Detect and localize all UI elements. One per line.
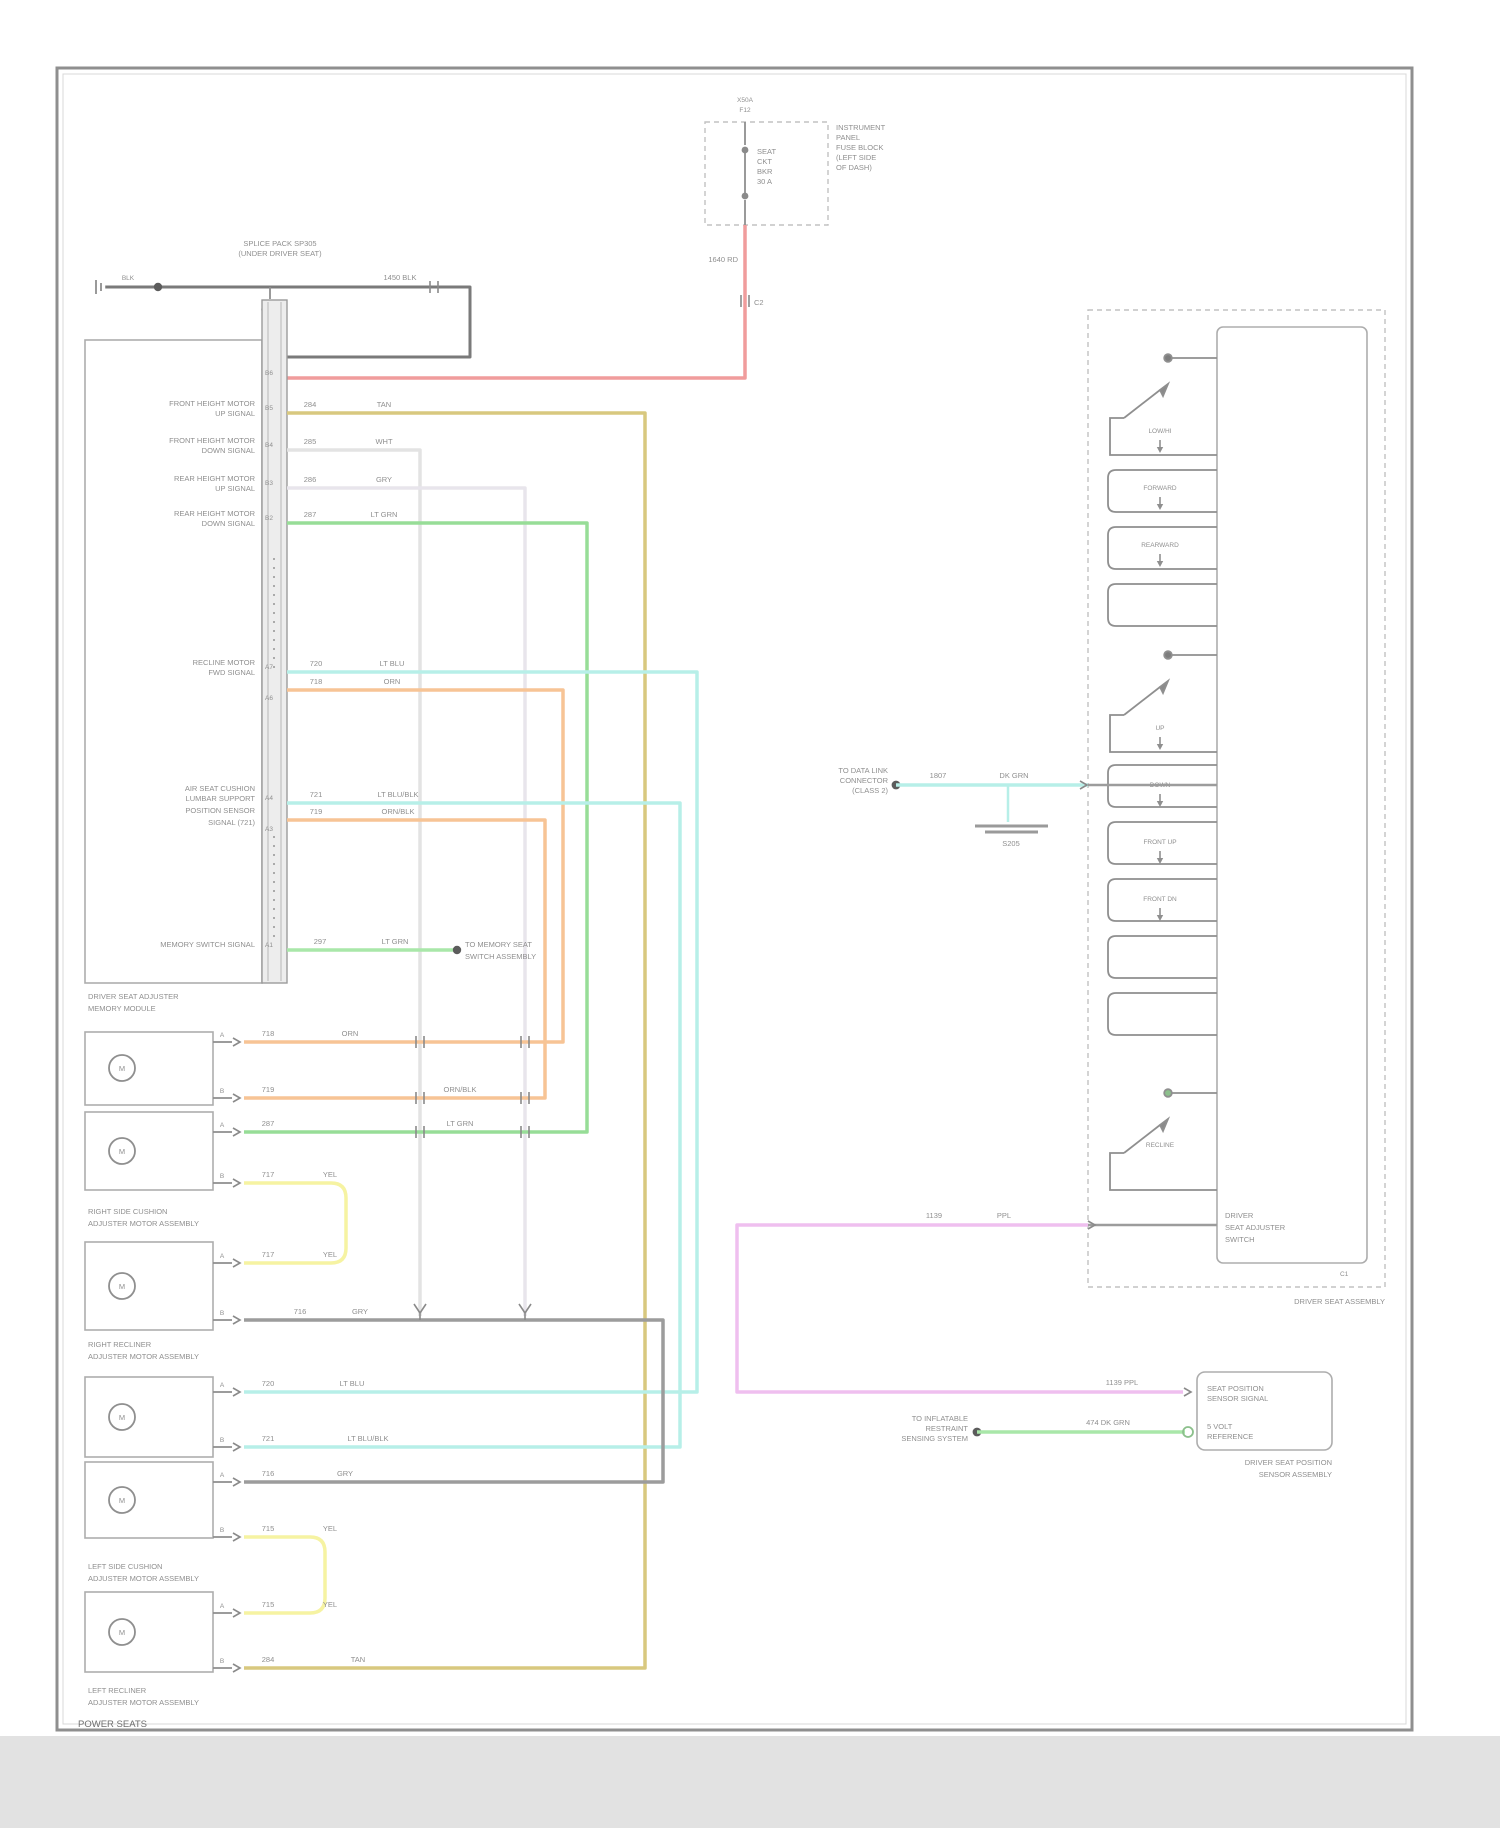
switch-label: FORWARD xyxy=(1143,485,1177,492)
wire-label: 721 xyxy=(261,1434,275,1443)
sensor-name-2: SENSOR ASSEMBLY xyxy=(1258,1470,1332,1479)
wire-label: ORN xyxy=(383,677,401,686)
ground-code-label: BLK xyxy=(121,275,135,282)
pin-id: A1 xyxy=(265,942,273,949)
wire-label: 720 xyxy=(261,1379,275,1388)
wire-label: 715 xyxy=(261,1524,275,1533)
motor-m: M xyxy=(118,1496,126,1505)
sensor-pin-label: REFERENCE xyxy=(1207,1432,1254,1441)
motor-group-label: ADJUSTER MOTOR ASSEMBLY xyxy=(88,1219,199,1228)
terminal-letter: B xyxy=(219,1527,225,1534)
sensor-note-1: TO INFLATABLE xyxy=(911,1414,968,1423)
row-label: UP SIGNAL xyxy=(215,409,255,418)
motor-m: M xyxy=(118,1064,126,1073)
pin-id: A3 xyxy=(265,826,273,833)
row-label: UP SIGNAL xyxy=(215,484,255,493)
terminal-letter: B xyxy=(219,1310,225,1317)
terminal-letter: A xyxy=(219,1603,225,1610)
wire-label: YEL xyxy=(322,1250,338,1259)
fuse-loc-1: INSTRUMENT xyxy=(836,123,886,132)
class2-note-2: CONNECTOR xyxy=(839,776,888,785)
fuse-loc-3: FUSE BLOCK xyxy=(836,143,884,152)
sensor-pin-label: 5 VOLT xyxy=(1207,1422,1233,1431)
wire-label: ORN/BLK xyxy=(381,807,415,816)
wire-label: 721 xyxy=(309,790,323,799)
fuse-terminal-bottom xyxy=(742,193,749,200)
terminal-letter: B xyxy=(219,1088,225,1095)
wire-label: 719 xyxy=(261,1085,275,1094)
terminal-letter: A xyxy=(219,1253,225,1260)
pin-id: A6 xyxy=(265,695,273,702)
motor-m: M xyxy=(118,1628,126,1637)
wire-label: LT BLU/BLK xyxy=(347,1434,389,1443)
terminal-letter: B xyxy=(219,1658,225,1665)
motor-m: M xyxy=(118,1282,126,1291)
wire-label: 287 xyxy=(261,1119,275,1128)
sensor-name-1: DRIVER SEAT POSITION xyxy=(1244,1458,1332,1467)
switch-below-label: DRIVER SEAT ASSEMBLY xyxy=(1294,1297,1385,1306)
module-name-2: MEMORY MODULE xyxy=(88,1004,156,1013)
wire-label: 1807 xyxy=(929,771,947,780)
fuse-loc-5: OF DASH) xyxy=(836,163,872,172)
stub-note-1: TO MEMORY SEAT xyxy=(465,940,532,949)
switch-label: FRONT UP xyxy=(1143,839,1177,846)
pin-id: A7 xyxy=(265,664,273,671)
switch-label: LOW/HI xyxy=(1148,428,1172,435)
fuse-top-label-1: X50A xyxy=(737,97,753,104)
wire-label: 717 xyxy=(261,1170,275,1179)
sensor-pin-label: SENSOR SIGNAL xyxy=(1207,1394,1269,1403)
switch-conn-label: C1 xyxy=(1340,1271,1349,1278)
stub-note-2: SWITCH ASSEMBLY xyxy=(465,952,537,961)
wire-label: 719 xyxy=(309,807,323,816)
wire-label: LT GRN xyxy=(370,510,398,519)
class2-note-1: TO DATA LINK xyxy=(838,766,888,775)
wire-label: ORN xyxy=(341,1029,359,1038)
pin-id: B4 xyxy=(265,442,273,449)
switch-name-1: DRIVER xyxy=(1225,1211,1254,1220)
wire-label: YEL xyxy=(322,1600,338,1609)
terminal-letter: B xyxy=(219,1173,225,1180)
pin-id: B3 xyxy=(265,480,273,487)
wire-label: 716 xyxy=(293,1307,307,1316)
terminal-letter: A xyxy=(219,1122,225,1129)
wire-label: 474 DK GRN xyxy=(1086,1418,1130,1427)
motor-group-label: RIGHT RECLINER xyxy=(88,1340,152,1349)
ground-note-1: SPLICE PACK SP305 xyxy=(243,239,317,248)
motor-group-label: LEFT SIDE CUSHION xyxy=(88,1562,163,1571)
row-label: AIR SEAT CUSHION xyxy=(184,784,255,793)
row-label: MEMORY SWITCH SIGNAL xyxy=(160,940,255,949)
red-conn-label: C2 xyxy=(754,298,764,307)
wire-label: YEL xyxy=(322,1524,338,1533)
wire-label: GRY xyxy=(351,1307,369,1316)
pin-id: B2 xyxy=(265,515,273,522)
wire-label: GRY xyxy=(375,475,393,484)
ground-note-2: (UNDER DRIVER SEAT) xyxy=(238,249,322,258)
motor-group-label: RIGHT SIDE CUSHION xyxy=(88,1207,168,1216)
wire-label: PPL xyxy=(996,1211,1012,1220)
motor-m: M xyxy=(118,1413,126,1422)
wire-label: 297 xyxy=(313,937,327,946)
fuse-terminal-top xyxy=(742,147,749,154)
switch-label: RECLINE xyxy=(1145,1142,1175,1149)
fuse-name-2: CKT xyxy=(757,157,772,166)
splice-label: S205 xyxy=(1002,839,1020,848)
terminal-letter: A xyxy=(219,1472,225,1479)
switch-label: DOWN xyxy=(1149,782,1171,789)
wire-label: 715 xyxy=(261,1600,275,1609)
junction-dot xyxy=(154,283,162,291)
row-label: FWD SIGNAL xyxy=(208,668,255,677)
wire-label: 1139 PPL xyxy=(1105,1378,1139,1387)
wire-label: ORN/BLK xyxy=(443,1085,477,1094)
row-label: REAR HEIGHT MOTOR xyxy=(174,474,255,483)
row-label: FRONT HEIGHT MOTOR xyxy=(169,399,255,408)
fuse-loc-4: (LEFT SIDE xyxy=(836,153,877,162)
wire-label: LT GRN xyxy=(381,937,409,946)
pin-id: B5 xyxy=(265,405,273,412)
wire-label: 284 xyxy=(261,1655,275,1664)
row-label: LUMBAR SUPPORT xyxy=(185,794,255,803)
terminal-letter: B xyxy=(219,1437,225,1444)
motor-m: M xyxy=(118,1147,126,1156)
wire-label: 286 xyxy=(303,475,317,484)
wire-label: 720 xyxy=(309,659,323,668)
fuse-name-4: 30 A xyxy=(757,177,773,186)
row-label: FRONT HEIGHT MOTOR xyxy=(169,436,255,445)
motor-group-label: ADJUSTER MOTOR ASSEMBLY xyxy=(88,1352,199,1361)
wire-label: 287 xyxy=(303,510,317,519)
fuse-loc-2: PANEL xyxy=(836,133,861,142)
wire-label: LT GRN xyxy=(446,1119,474,1128)
wire-label: 717 xyxy=(261,1250,275,1259)
red-wire-label: 1640 RD xyxy=(708,255,738,264)
fuse-top-label-2: F12 xyxy=(739,107,751,114)
row-label: SIGNAL (721) xyxy=(208,818,255,827)
wire-label: 284 xyxy=(303,400,317,409)
sensor-pin-label: SEAT POSITION xyxy=(1207,1384,1264,1393)
wire-label: 716 xyxy=(261,1469,275,1478)
switch-name-2: SEAT ADJUSTER xyxy=(1225,1223,1286,1232)
wire-label: LT BLU xyxy=(339,1379,365,1388)
wire-label: TAN xyxy=(350,1655,366,1664)
fuse-name-3: BKR xyxy=(757,167,773,176)
class2-note-3: (CLASS 2) xyxy=(852,786,888,795)
switch-label: REARWARD xyxy=(1141,542,1179,549)
fuse-name-1: SEAT xyxy=(757,147,777,156)
diagram-title: POWER SEATS xyxy=(78,1719,147,1730)
row-label: DOWN SIGNAL xyxy=(201,446,255,455)
pin-id: A4 xyxy=(265,795,273,802)
switch-label: FRONT DN xyxy=(1143,896,1177,903)
motor-group-label: LEFT RECLINER xyxy=(88,1686,147,1695)
wire-label: TAN xyxy=(376,400,392,409)
pin-id: B6 xyxy=(265,370,273,377)
row-label: DOWN SIGNAL xyxy=(201,519,255,528)
wire-label: 718 xyxy=(261,1029,275,1038)
ground-wire-label: 1450 BLK xyxy=(383,273,417,282)
wire-label: 1139 xyxy=(925,1211,943,1220)
module-name-1: DRIVER SEAT ADJUSTER xyxy=(88,992,179,1001)
wire-label: 285 xyxy=(303,437,317,446)
sensor-note-3: SENSING SYSTEM xyxy=(901,1434,968,1443)
wire-label: LT BLU xyxy=(379,659,405,668)
terminal-letter: A xyxy=(219,1032,225,1039)
wire-label: LT BLU/BLK xyxy=(377,790,419,799)
wire-label: WHT xyxy=(375,437,393,446)
module-connector-strip xyxy=(262,300,287,983)
wire-label: DK GRN xyxy=(999,771,1029,780)
motor-group-label: ADJUSTER MOTOR ASSEMBLY xyxy=(88,1574,199,1583)
motor-group-label: ADJUSTER MOTOR ASSEMBLY xyxy=(88,1698,199,1707)
wire-label: GRY xyxy=(336,1469,354,1478)
sensor-note-2: RESTRAINT xyxy=(925,1424,968,1433)
terminal-letter: A xyxy=(219,1382,225,1389)
row-label: RECLINE MOTOR xyxy=(192,658,255,667)
wire-label: YEL xyxy=(322,1170,338,1179)
junction-dot xyxy=(453,946,461,954)
wire-label: 718 xyxy=(309,677,323,686)
switch-name-3: SWITCH xyxy=(1225,1235,1255,1244)
row-label: REAR HEIGHT MOTOR xyxy=(174,509,255,518)
switch-label: UP xyxy=(1155,725,1165,732)
page-shadow xyxy=(0,1736,1500,1828)
row-label: POSITION SENSOR xyxy=(185,806,255,815)
